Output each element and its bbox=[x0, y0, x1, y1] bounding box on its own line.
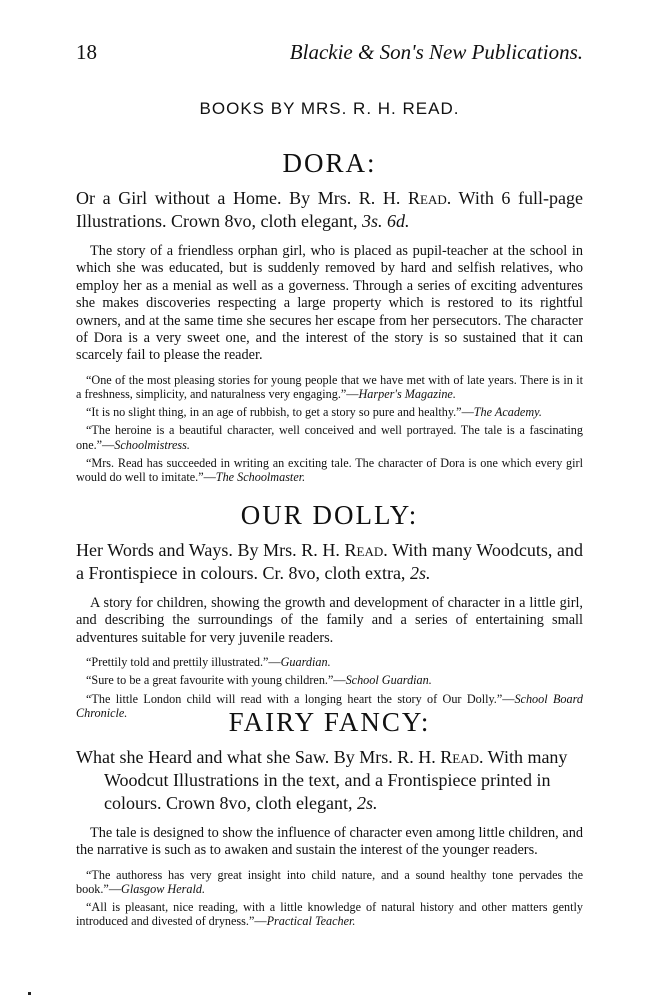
book-title: OUR DOLLY: bbox=[240, 500, 419, 530]
review-quote bbox=[76, 456, 583, 484]
book-subtitle bbox=[76, 187, 583, 233]
subtitle-text: . With many Woodcuts, and a Frontispiece in colours. Cr. 8vo, cloth extra, bbox=[76, 540, 583, 583]
author-name: Read bbox=[408, 188, 447, 208]
review-source: Practical Teacher. bbox=[266, 914, 356, 929]
subtitle-text: What she Heard and what she Saw. By Mrs. R. H. bbox=[76, 747, 441, 767]
review-quote bbox=[76, 373, 583, 401]
review-text: “Mrs. Read has succeeded in writing an exciting tale. The character of Dora is one which every girl would do well to imitate.”— bbox=[76, 455, 583, 485]
review-source: School Board Chronicle. bbox=[76, 691, 583, 720]
review-source: Guardian. bbox=[280, 655, 331, 670]
book-price: 2s. bbox=[409, 563, 431, 583]
book-entry-our-dolly bbox=[76, 500, 583, 724]
subtitle-text: . With many Woodcut Illustrations in the text, and a Frontispiece printed in colours. Crown 8vo, cloth elegant, bbox=[104, 747, 568, 813]
book-price: 3s. 6d. bbox=[361, 211, 410, 231]
book-title: DORA: bbox=[282, 148, 377, 178]
review-quote bbox=[76, 900, 583, 928]
book-price: 2s. bbox=[356, 793, 378, 813]
review-text: “Sure to be a great favourite with young children.”— bbox=[86, 673, 346, 688]
review-text: “One of the most pleasing stories for young people that we have met with of late years. There is in it a freshness, simplicity, and naturalness very engaging.”— bbox=[76, 372, 583, 402]
page-number: 18 bbox=[76, 40, 97, 64]
review-quote bbox=[76, 673, 583, 687]
review-text: “The little London child will read with a longing heart the story of Our Dolly.”— bbox=[86, 691, 515, 706]
subtitle-text: Or a Girl without a Home. By Mrs. R. H. bbox=[76, 188, 409, 208]
review-quote bbox=[76, 405, 583, 419]
book-description: A story for children, showing the growth and development of character in a little girl, and describing the surroundings of the family and a series of entertaining small adventures suitable for very juvenile readers. bbox=[76, 595, 583, 646]
book-entry-dora bbox=[76, 148, 583, 488]
book-description: The tale is designed to show the influence of character even among little children, and the narrative is such as to awaken and sustain the interest of the younger readers. bbox=[76, 825, 583, 859]
book-entry-fairy-fancy bbox=[76, 707, 583, 933]
subtitle-text: . With 6 full-page Illustrations. Crown 8vo, cloth elegant, bbox=[76, 188, 583, 231]
review-source: Harper's Magazine. bbox=[358, 387, 456, 402]
running-title: Blackie & Son's New Publications. bbox=[289, 40, 583, 64]
review-source: School Guardian. bbox=[345, 673, 432, 688]
review-text: “It is no slight thing, in an age of rubbish, to get a story so pure and healthy.”— bbox=[86, 405, 474, 420]
print-mark bbox=[28, 992, 31, 995]
book-description: The story of a friendless orphan girl, who is placed as pupil-teacher at the school in which she was educated, but is suddenly removed by hard and selfish relatives, who employ her as a menial as well as a governess. Through a series of exciting adventures she makes discoveries respecting a large property which is restored to its rightful owners, and at the same time she secures her escape from her persecutors. The character of Dora is a very sweet one, and the interest of the story is so sustained that it can scarcely fail to please the reader. bbox=[76, 243, 583, 364]
review-quote bbox=[76, 423, 583, 451]
book-subtitle bbox=[76, 746, 583, 815]
review-source: Schoolmistress. bbox=[114, 437, 190, 452]
book-title: FAIRY FANCY: bbox=[228, 707, 431, 737]
review-source: Glasgow Herald. bbox=[121, 882, 205, 897]
book-subtitle bbox=[76, 539, 583, 585]
review-source: The Schoolmaster. bbox=[215, 470, 306, 485]
review-quote bbox=[76, 655, 583, 669]
section-title: BOOKS BY MRS. R. H. READ. bbox=[199, 99, 460, 118]
review-source: The Academy. bbox=[473, 405, 542, 420]
author-name: Read bbox=[440, 747, 479, 767]
review-quote bbox=[76, 868, 583, 896]
review-text: “All is pleasant, nice reading, with a little knowledge of natural history and other matters gently introduced and divested of dryness.”— bbox=[76, 900, 583, 929]
author-name: Read bbox=[344, 540, 384, 560]
subtitle-text: Her Words and Ways. By Mrs. R. H. bbox=[76, 540, 345, 560]
review-text: “The authoress has very great insight into child nature, and a sound healthy tone pervades the book.”— bbox=[76, 867, 583, 897]
review-text: “The heroine is a beautiful character, well conceived and well portrayed. The tale is a fascinating one.”— bbox=[76, 423, 583, 452]
review-text: “Prettily told and prettily illustrated.”— bbox=[86, 655, 281, 670]
